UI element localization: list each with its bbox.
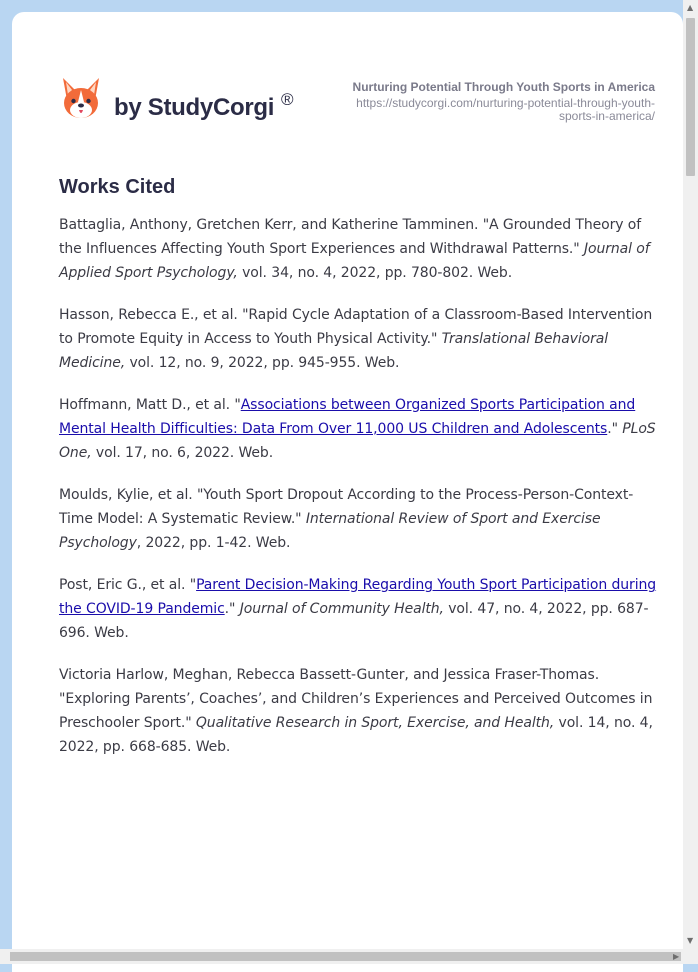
reference-link[interactable]: Associations between Organized Sports Participation and Mental Health Difficulties: Data From Over 11,000 US Children and Adolescents: [59, 397, 636, 437]
reference-journal: International Review of Sport and Exercise Psychology: [59, 511, 601, 551]
reference-text: Battaglia, Anthony, Gretchen Kerr, and Katherine Tamminen. "A Grounded Theory of the Influences Affecting Youth Sport Experiences and Withdrawal Patterns.": [59, 217, 642, 257]
reference-details: vol. 12, no. 9, 2022, pp. 945-955. Web.: [125, 355, 400, 371]
reference-link[interactable]: Parent Decision-Making Regarding Youth Sport Participation during the COVID-19 Pandemic: [59, 577, 657, 617]
reference-details: vol. 14, no. 4, 2022, pp. 668-685. Web.: [59, 715, 653, 755]
vertical-scrollbar[interactable]: [683, 0, 698, 949]
reference-details: vol. 34, no. 4, 2022, pp. 780-802. Web.: [237, 265, 513, 281]
arrow-up-icon[interactable]: ▲: [687, 3, 694, 12]
reference-text: Moulds, Kylie, et al. "Youth Sport Dropout According to the Process-Person-Context-Time Model: A Systematic Review.": [59, 487, 634, 527]
corgi-logo-icon: [59, 76, 103, 122]
reference-details: vol. 47, no. 4, 2022, pp. 687-696. Web.: [59, 601, 649, 641]
reference-text: Hoffmann, Matt D., et al. ": [59, 397, 241, 413]
document-title: Nurturing Potential Through Youth Sports in America: [352, 80, 655, 94]
reference-list: [59, 213, 659, 777]
document-url-line-2: sports-in-america/: [558, 109, 655, 123]
horizontal-scrollbar[interactable]: [0, 949, 698, 964]
logo-text: by StudyCorgi: [114, 94, 275, 121]
reference-item: [59, 573, 659, 645]
arrow-down-icon[interactable]: ▼: [687, 936, 694, 945]
document-url-line-1: https://studycorgi.com/nurturing-potential-through-youth-: [356, 96, 655, 110]
reference-details: vol. 17, no. 6, 2022. Web.: [91, 445, 274, 461]
reference-text: Hasson, Rebecca E., et al. "Rapid Cycle Adaptation of a Classroom-Based Intervention to Promote Equity in Access to Youth Physical Activity.": [59, 307, 653, 347]
document-url[interactable]: [295, 97, 655, 123]
reference-item: [59, 393, 659, 465]
studycorgi-logo[interactable]: [59, 76, 309, 126]
reference-journal: Journal of Applied Sport Psychology,: [59, 241, 650, 281]
reference-item: [59, 483, 659, 555]
reference-item: [59, 303, 659, 375]
reference-text: Post, Eric G., et al. ": [59, 577, 197, 593]
document-page: [12, 12, 683, 972]
vertical-scroll-thumb[interactable]: [686, 18, 695, 176]
reference-item: [59, 663, 659, 759]
reference-journal: Translational Behavioral Medicine,: [59, 331, 609, 371]
works-cited-heading: Works Cited: [59, 176, 176, 198]
reference-details: , 2022, pp. 1-42. Web.: [136, 535, 291, 551]
horizontal-scroll-thumb[interactable]: [10, 952, 681, 961]
arrow-right-icon[interactable]: ▶: [673, 952, 680, 961]
document-meta: [295, 80, 655, 123]
reference-journal: Journal of Community Health,: [239, 601, 444, 617]
registered-mark: ®: [281, 90, 294, 109]
reference-journal: Qualitative Research in Sport, Exercise, and Health,: [195, 715, 555, 731]
reference-text: Victoria Harlow, Meghan, Rebecca Bassett-Gunter, and Jessica Fraser-Thomas. "Exploring Parents’, Coaches’, and Children’s Experiences and Perceived Outcomes in Preschooler Sport.": [59, 667, 653, 731]
reference-punct: .": [607, 421, 623, 437]
reference-journal: PLoS One,: [59, 421, 656, 461]
reference-item: [59, 213, 659, 285]
reference-punct: .": [224, 601, 240, 617]
